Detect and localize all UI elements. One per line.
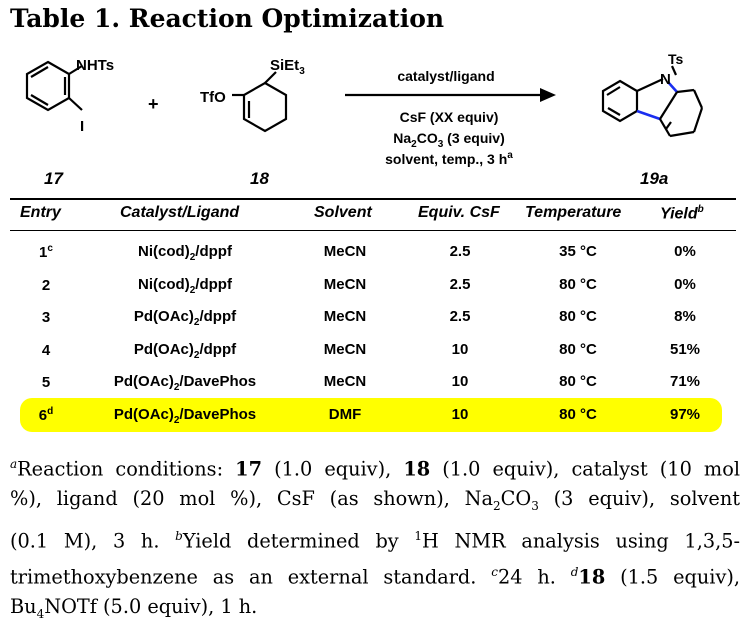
cell-temperature: 80 °C [559, 373, 597, 390]
condition-csf: CsF (XX equiv) [399, 109, 499, 125]
cell-entry: 2 [41, 276, 51, 294]
header-solvent: Solvent [314, 204, 372, 221]
header-catalyst: Catalyst/Ligand [120, 204, 240, 221]
footnote-line-2: %), ligand (20 mol %), CsF (as shown), $Na_2CO_3$ (3 equiv), solvent [10, 487, 741, 514]
reactant-18-structure [200, 57, 305, 131]
cell-catalyst: $Pd(OAc)_2$/dppf [133, 340, 237, 361]
cell-entry: 5 [41, 374, 51, 391]
cell-temperature: 80 °C [559, 308, 597, 325]
otf-label: TfO [200, 89, 226, 106]
footnote-line-5: $Bu_4NOTf$ (5.0 equiv), 1 h. [10, 595, 258, 621]
cell-yield: 0% [674, 243, 696, 260]
cell-temperature: 35 °C [559, 243, 597, 260]
cell-yield: 97% [669, 405, 701, 423]
cell-yield: 71% [669, 373, 701, 390]
cell-catalyst: $Pd(OAc)_2$/DavePhos [113, 405, 257, 426]
header-yield: Yield$^b$ [660, 204, 704, 223]
cell-equiv: 2.5 [449, 308, 471, 325]
cell-entry: 1$^c$ [39, 243, 53, 261]
plus-sign: + [148, 94, 159, 114]
silyl-label: SiEt$_3$ [270, 57, 305, 77]
cell-entry: 6$^d$ [38, 405, 54, 424]
cell-solvent: MeCN [323, 275, 367, 293]
cell-yield: 51% [669, 340, 701, 358]
condition-solvent: solvent, temp., 3 $h^a$ [385, 150, 513, 167]
condition-na2co3: $Na_2CO_3$ (3 equiv) [393, 130, 505, 150]
cell-solvent: MeCN [323, 308, 367, 325]
compound-19a-label: 19a [640, 169, 669, 188]
product-n-label: N [660, 71, 671, 88]
compound-17-label: 17 [44, 169, 63, 188]
header-equiv: Equiv. CsF [418, 204, 500, 221]
cell-catalyst: $Pd(OAc)_2$/dppf [133, 308, 237, 328]
table-title: Table 1. Reaction Optimization [10, 4, 445, 33]
nhts-label: NHTs [76, 57, 115, 74]
cell-solvent: DMF [328, 405, 362, 423]
iodo-label: I [80, 118, 85, 135]
table-top-rule [10, 198, 736, 200]
cell-equiv: 2.5 [449, 275, 471, 293]
footnote-line-3: (0.1 M), 3 h. $^b$Yield determined by $^1$H NMR analysis using 1,3,5- [10, 529, 740, 553]
cell-entry: 3 [41, 309, 51, 326]
cell-entry: 4 [41, 341, 51, 359]
cell-yield: 0% [674, 275, 696, 293]
cell-temperature: 80 °C [559, 340, 597, 358]
reactant-17-structure [27, 57, 114, 135]
cell-solvent: MeCN [323, 340, 367, 358]
footnote-line-1: $^a$Reaction conditions: 17 (1.0 equiv), 18 (1.0 equiv), catalyst (10 mol [10, 457, 740, 481]
footnote-line-4: trimethoxybenzene as an external standard. $^c$24 h. $^d$18 (1.5 equiv), [10, 564, 740, 589]
cell-solvent: MeCN [323, 243, 367, 260]
reaction-arrow [345, 88, 556, 102]
product-19a-structure [603, 51, 702, 136]
cell-equiv: 10 [451, 373, 469, 390]
product-ts-label: Ts [668, 51, 684, 67]
cell-solvent: MeCN [323, 373, 367, 390]
header-entry: Entry [20, 204, 61, 221]
cell-catalyst: $Ni(cod)_2$/dppf [138, 275, 232, 296]
cell-temperature: 80 °C [559, 275, 597, 293]
header-temperature: Temperature [525, 204, 622, 221]
cell-equiv: 2.5 [449, 243, 471, 260]
cell-equiv: 10 [451, 340, 469, 358]
cell-catalyst: $Pd(OAc)_2$/DavePhos [113, 373, 257, 393]
reaction-scheme [0, 40, 744, 188]
table-footnotes [10, 449, 740, 629]
cell-equiv: 10 [451, 405, 469, 423]
arrow-catalyst-label: catalyst/ligand [397, 68, 495, 84]
compound-18-label: 18 [250, 169, 269, 188]
cell-temperature: 80 °C [559, 405, 597, 423]
cell-catalyst: $Ni(cod)_2$/dppf [138, 243, 232, 263]
cell-yield: 8% [674, 308, 696, 325]
table-header-rule [10, 230, 736, 231]
